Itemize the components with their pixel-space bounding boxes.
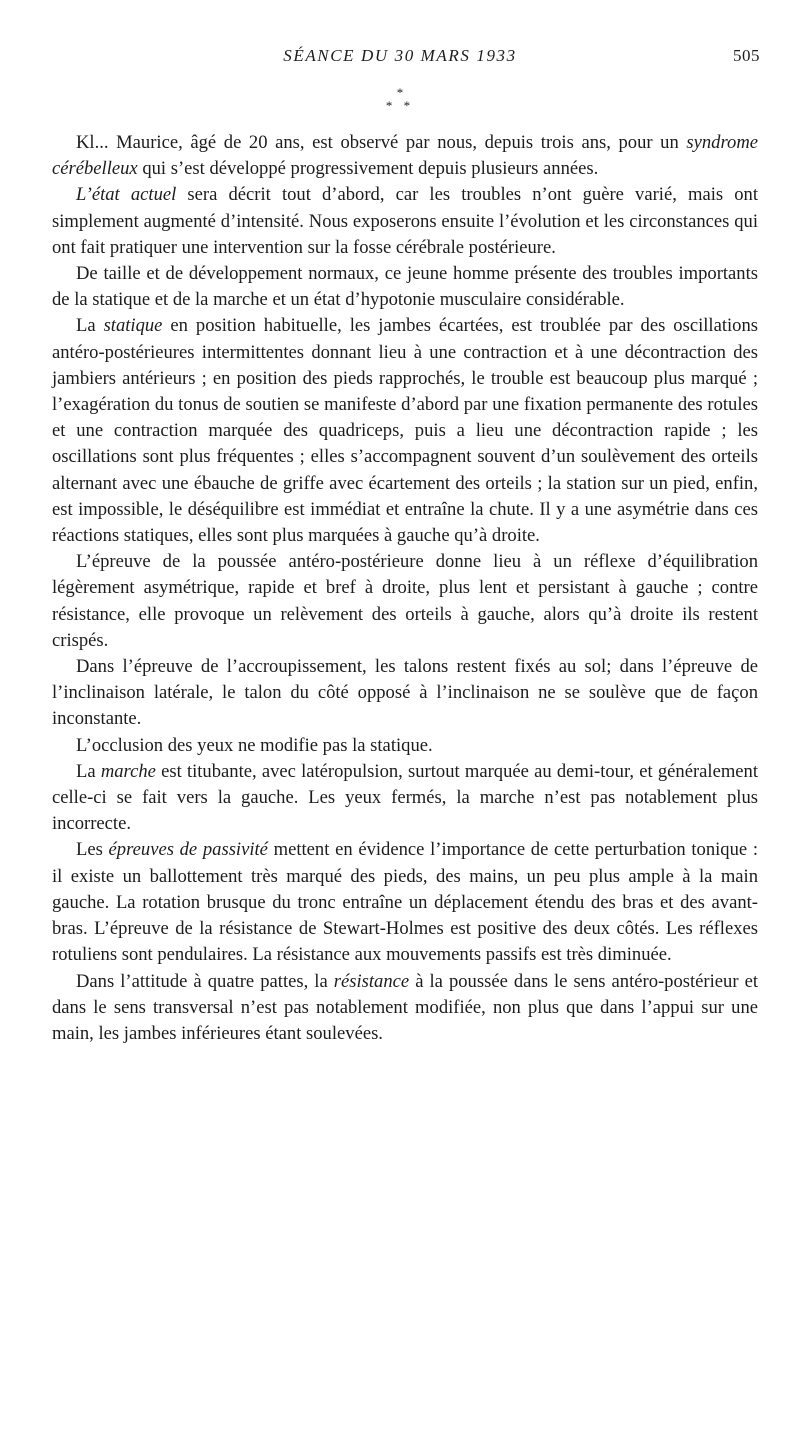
article-body [52, 130, 758, 1047]
text-segment: Les [76, 839, 109, 861]
running-title: SÉANCE DU 30 MARS 1933 [283, 46, 517, 65]
italic-term: résistance [333, 970, 410, 992]
italic-term: épreuves de passivité [108, 839, 268, 861]
italic-term: L’état actuel [76, 184, 177, 206]
text-segment: en position habituelle, les jambes écartées, est troublée par des oscillations antéro-postérieures intermittentes donnant lieu à une contraction et à une décontraction des jambiers antérieurs ; en position des pieds rapprochés, le trouble est beaucoup plus marqué ; l’exagération du tonus de soutien se manifeste d’abord par une fixation permanente des rotules et une contraction marquée des quadriceps, puis a lieu une décontraction rapide ; les oscillations sont plus fréquentes ; elles s’accompagnent souvent d’un soulèvement des orteils alternant avec une ébauche de griffe avec écartement des orteils ; la station sur un pied, enfin, est impossible, le déséquilibre est immédiat et entraîne la chute. Il y a une asymétrie dans ces réactions statiques, elles sont plus marquées à gauche qu’à droite. [52, 315, 758, 547]
text-segment: La [76, 760, 101, 782]
text-segment: L’occlusion des yeux ne modifie pas la statique. [76, 734, 433, 756]
body-paragraph [52, 313, 758, 549]
text-segment: Dans l’épreuve de l’accroupissement, les talons restent fixés au sol; dans l’épreuve de l’inclinaison latérale, le talon du côté opposé à l’inclinaison ne se soulève que de façon inconstante. [52, 656, 758, 730]
body-paragraph [52, 261, 758, 313]
body-paragraph [52, 837, 758, 968]
asterism-top-star: * [396, 85, 404, 100]
text-segment: est titubante, avec latéropulsion, surtout marquée au demi-tour, et généralement celle-ci se fait vers la gauche. Les yeux fermés, la marche n’est pas notablement plus incorrecte. [52, 760, 758, 835]
text-segment: L’épreuve de la poussée antéro-postérieure donne lieu à un réflexe d’équilibration légèrement asymétrique, rapide et bref à droite, plus lent et persistant à gauche ; contre résistance, elle provoque un relèvement des orteils à gauche, alors qu’à droite ils restent crispés. [52, 551, 758, 651]
italic-term: syndrome cérébelleux [52, 132, 758, 180]
text-segment: De taille et de développement normaux, ce jeune homme présente des troubles importants de la statique et de la marche et un état d’hypotonie musculaire considérable. [52, 263, 758, 311]
text-segment: La [76, 315, 104, 337]
body-paragraph [52, 759, 758, 838]
body-paragraph [52, 549, 758, 654]
body-paragraph [52, 733, 758, 759]
text-segment: Kl... Maurice, âgé de 20 ans, est observé par nous, depuis trois ans, pour un [76, 132, 687, 153]
text-segment: Dans l’attitude à quatre pattes, la [76, 970, 334, 992]
body-paragraph [52, 654, 758, 733]
text-segment: sera décrit tout d’abord, car les troubles n’ont guère varié, mais ont simplement augmenté d’intensité. Nous exposerons ensuite l’évolution et les circonstances qui ont fait pratiquer une intervention sur la fosse cérébrale postérieure. [52, 184, 759, 258]
page-number: 505 [733, 46, 760, 65]
italic-term: statique [103, 315, 163, 337]
asterism-bottom-stars: * * [385, 98, 415, 113]
body-paragraph [52, 969, 758, 1048]
body-paragraph [52, 182, 758, 261]
text-segment: qui s’est développé progressivement depuis plusieurs années. [137, 158, 599, 180]
running-head [40, 46, 760, 70]
body-paragraph [52, 130, 758, 182]
text-segment: à la poussée dans le sens antéro-postérieur et dans le sens transversal n’est pas notablement modifiée, non plus que dans l’appui sur une main, les jambes inférieures étant soulevées. [52, 970, 758, 1044]
italic-term: marche [100, 760, 156, 782]
section-separator-asterism [380, 86, 420, 116]
text-segment: mettent en évidence l’importance de cette perturbation tonique : il existe un ballottement très marqué des pieds, des mains, un peu plus ample à la main gauche. La rotation brusque du tronc entraîne un déplacement étendu des bras et des avant-bras. L’épreuve de la résistance de Stewart-Holmes est positive des deux côtés. Les réflexes rotuliens sont pendulaires. La résistance aux mouvements passifs est très diminuée. [52, 839, 758, 966]
